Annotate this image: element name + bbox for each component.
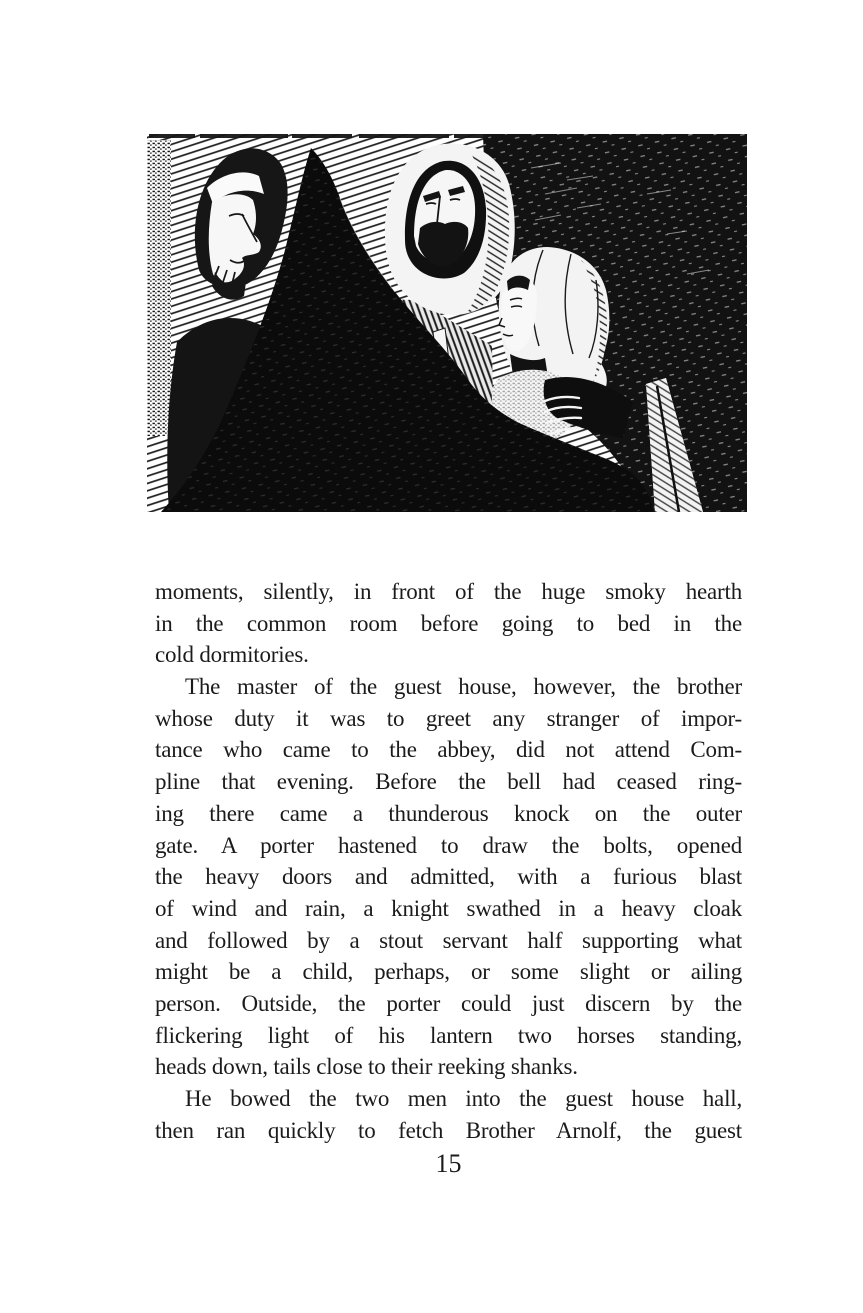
paragraph — [155, 671, 742, 1083]
text-line: the heavy doors and admitted, with a furious blast — [155, 864, 742, 890]
paragraph — [155, 576, 742, 671]
page-number: 15 — [435, 1149, 462, 1178]
text-line: gate. A porter hastened to draw the bolts, opened — [155, 832, 742, 858]
paragraph — [155, 1083, 742, 1146]
text-line: He bowed the two men into the guest house hall, — [185, 1086, 742, 1111]
text-line: cold dormitories. — [155, 642, 309, 668]
text-line: of wind and rain, a knight swathed in a heavy cloak — [155, 895, 742, 921]
text-line: ing there came a thunderous knock on the outer — [155, 800, 742, 826]
text-line: person. Outside, the porter could just discern by the — [155, 990, 742, 1016]
woodcut-illustration — [147, 134, 747, 512]
text-line: The master of the guest house, however, the brother — [185, 674, 742, 700]
text-line: pline that evening. Before the bell had ceased ring- — [155, 769, 742, 795]
text-line: moments, silently, in front of the huge smoky hearth — [155, 579, 742, 604]
text-line: in the common room before going to bed in the — [155, 610, 742, 636]
text-line: tance who came to the abbey, did not attend Com- — [155, 737, 742, 763]
text-line: flickering light of his lantern two horses standing, — [155, 1022, 742, 1048]
text-line: whose duty it was to greet any stranger of impor- — [155, 705, 742, 731]
text-line: and followed by a stout servant half supporting what — [155, 927, 742, 953]
text-line: then ran quickly to fetch Brother Arnolf, the guest — [155, 1117, 742, 1143]
body-text — [155, 576, 742, 1146]
text-line: heads down, tails close to their reeking shanks. — [155, 1054, 578, 1080]
text-line: might be a child, perhaps, or some slight or ailing — [155, 959, 742, 985]
woodcut-svg — [147, 134, 747, 512]
